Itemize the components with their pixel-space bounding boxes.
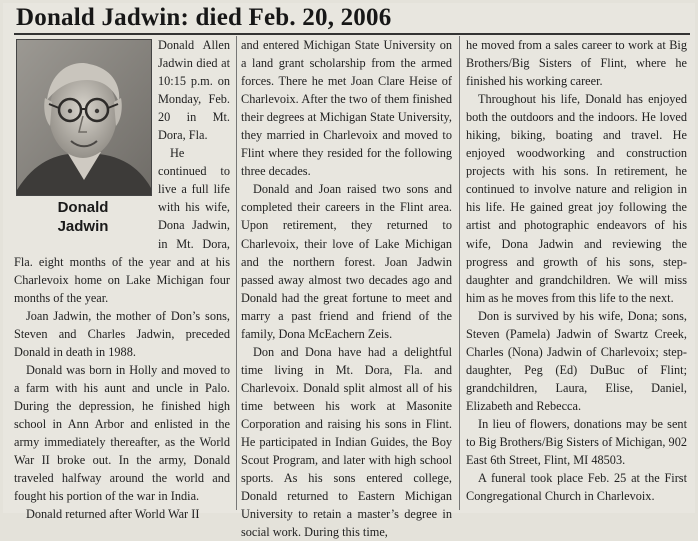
paragraph: Donald was born in Holly and moved to a farm with his aunt and uncle in Palo. During the depression, he finished high school in Ann Arbor and enlisted in the army immediately thereafter, as the World War II broke out. In the army, Donald traveled halfway around the world and fought his portion of the war in India.: [14, 362, 230, 504]
column-divider: [459, 36, 460, 510]
portrait-caption: [14, 198, 152, 236]
paragraph: In lieu of flowers, donations may be sent to Big Brothers/Big Sisters of Michigan, 902 East 6th Street, Flint, MI 48503.: [466, 416, 687, 468]
paragraph: Donald and Joan raised two sons and completed their careers in the Flint area. Upon retirement, they returned to Charlevoix, their love of Lake Michigan and the northern forest. Joan Jadwin passed away almost two decades ago and Donald had the great fortune to meet and marry a past friend and friend of the family, Dona McEachern Zeis.: [241, 182, 452, 341]
article-column-3: [466, 36, 687, 505]
paragraph: Joan Jadwin, the mother of Don’s sons, Steven and Charles Jadwin, preceded Donald in death in 1988.: [14, 308, 230, 359]
column-divider: [236, 36, 237, 510]
paragraph: A funeral took place Feb. 25 at the First Congregational Church in Charlevoix.: [466, 471, 687, 504]
paragraph: Donald Allen Jadwin died at 10:15 p.m. on Monday, Feb. 20 in Mt. Dora, Fla.: [158, 38, 230, 143]
paragraph: and entered Michigan State University on a land grant scholarship from the armed forces. There he met Joan Clare Heise of Charlevoix. After the two of them finished their degrees at Michigan State University, they married in Charlevoix and moved to Flint where they resided for the following three decades.: [241, 38, 452, 179]
paragraph: Donald returned after World War II: [26, 507, 200, 522]
caption-first-name: Donald: [57, 199, 109, 216]
article-column-2: [241, 36, 452, 541]
paragraph: He continued to live a full life with his wife, Dona Jadwin, in Mt. Dora, Fla. eight months of the year and at his Charlevoix home on Lake Michigan four months of the year.: [14, 146, 230, 305]
headline-rule: [14, 33, 690, 35]
portrait-photo: [16, 39, 152, 196]
paragraph: Throughout his life, Donald has enjoyed both the outdoors and the indoors. He loved hiking, biking, boating and travel. He enjoyed woodworking and construction projects with his sons. In retirement, he continued to involve nature and religion in his life. He gained great joy following the artist and photographic endeavors of his wife, Dona Jadwin and reviewing the progress and growth of his sons, step-daughter and grandchildren. We will miss him as he moves from this life to the next.: [466, 92, 687, 305]
paragraph: Don and Dona have had a delightful time living in Mt. Dora, Fla. and Charlevoix. Donald split almost all of his time between his work at Masonite Corporation and raising his sons in Flint. He participated in Indian Guides, the Boy Scout Program, and later with high school sports. As his sons entered college, Donald returned to Eastern Michigan University to retain a master’s degree in social work. During this time,: [241, 344, 452, 540]
portrait-block: [14, 36, 152, 244]
article-column-1: [14, 36, 230, 523]
paragraph: Don is survived by his wife, Dona; sons, Steven (Pamela) Jadwin of Swartz Creek, Charles (Nona) Jadwin of Charlevoix; step-daughter, Peg (Ed) DuBuc of Flint; grandchildren, Laura, Elise, Daniel, Elizabeth and Rebecca.: [466, 308, 687, 413]
paragraph: he moved from a sales career to work at Big Brothers/Big Sisters of Flint, where he finished his working career.: [466, 38, 687, 89]
caption-last-name: Jadwin: [57, 218, 109, 235]
obituary-headline: Donald Jadwin: died Feb. 20, 2006: [16, 4, 392, 31]
